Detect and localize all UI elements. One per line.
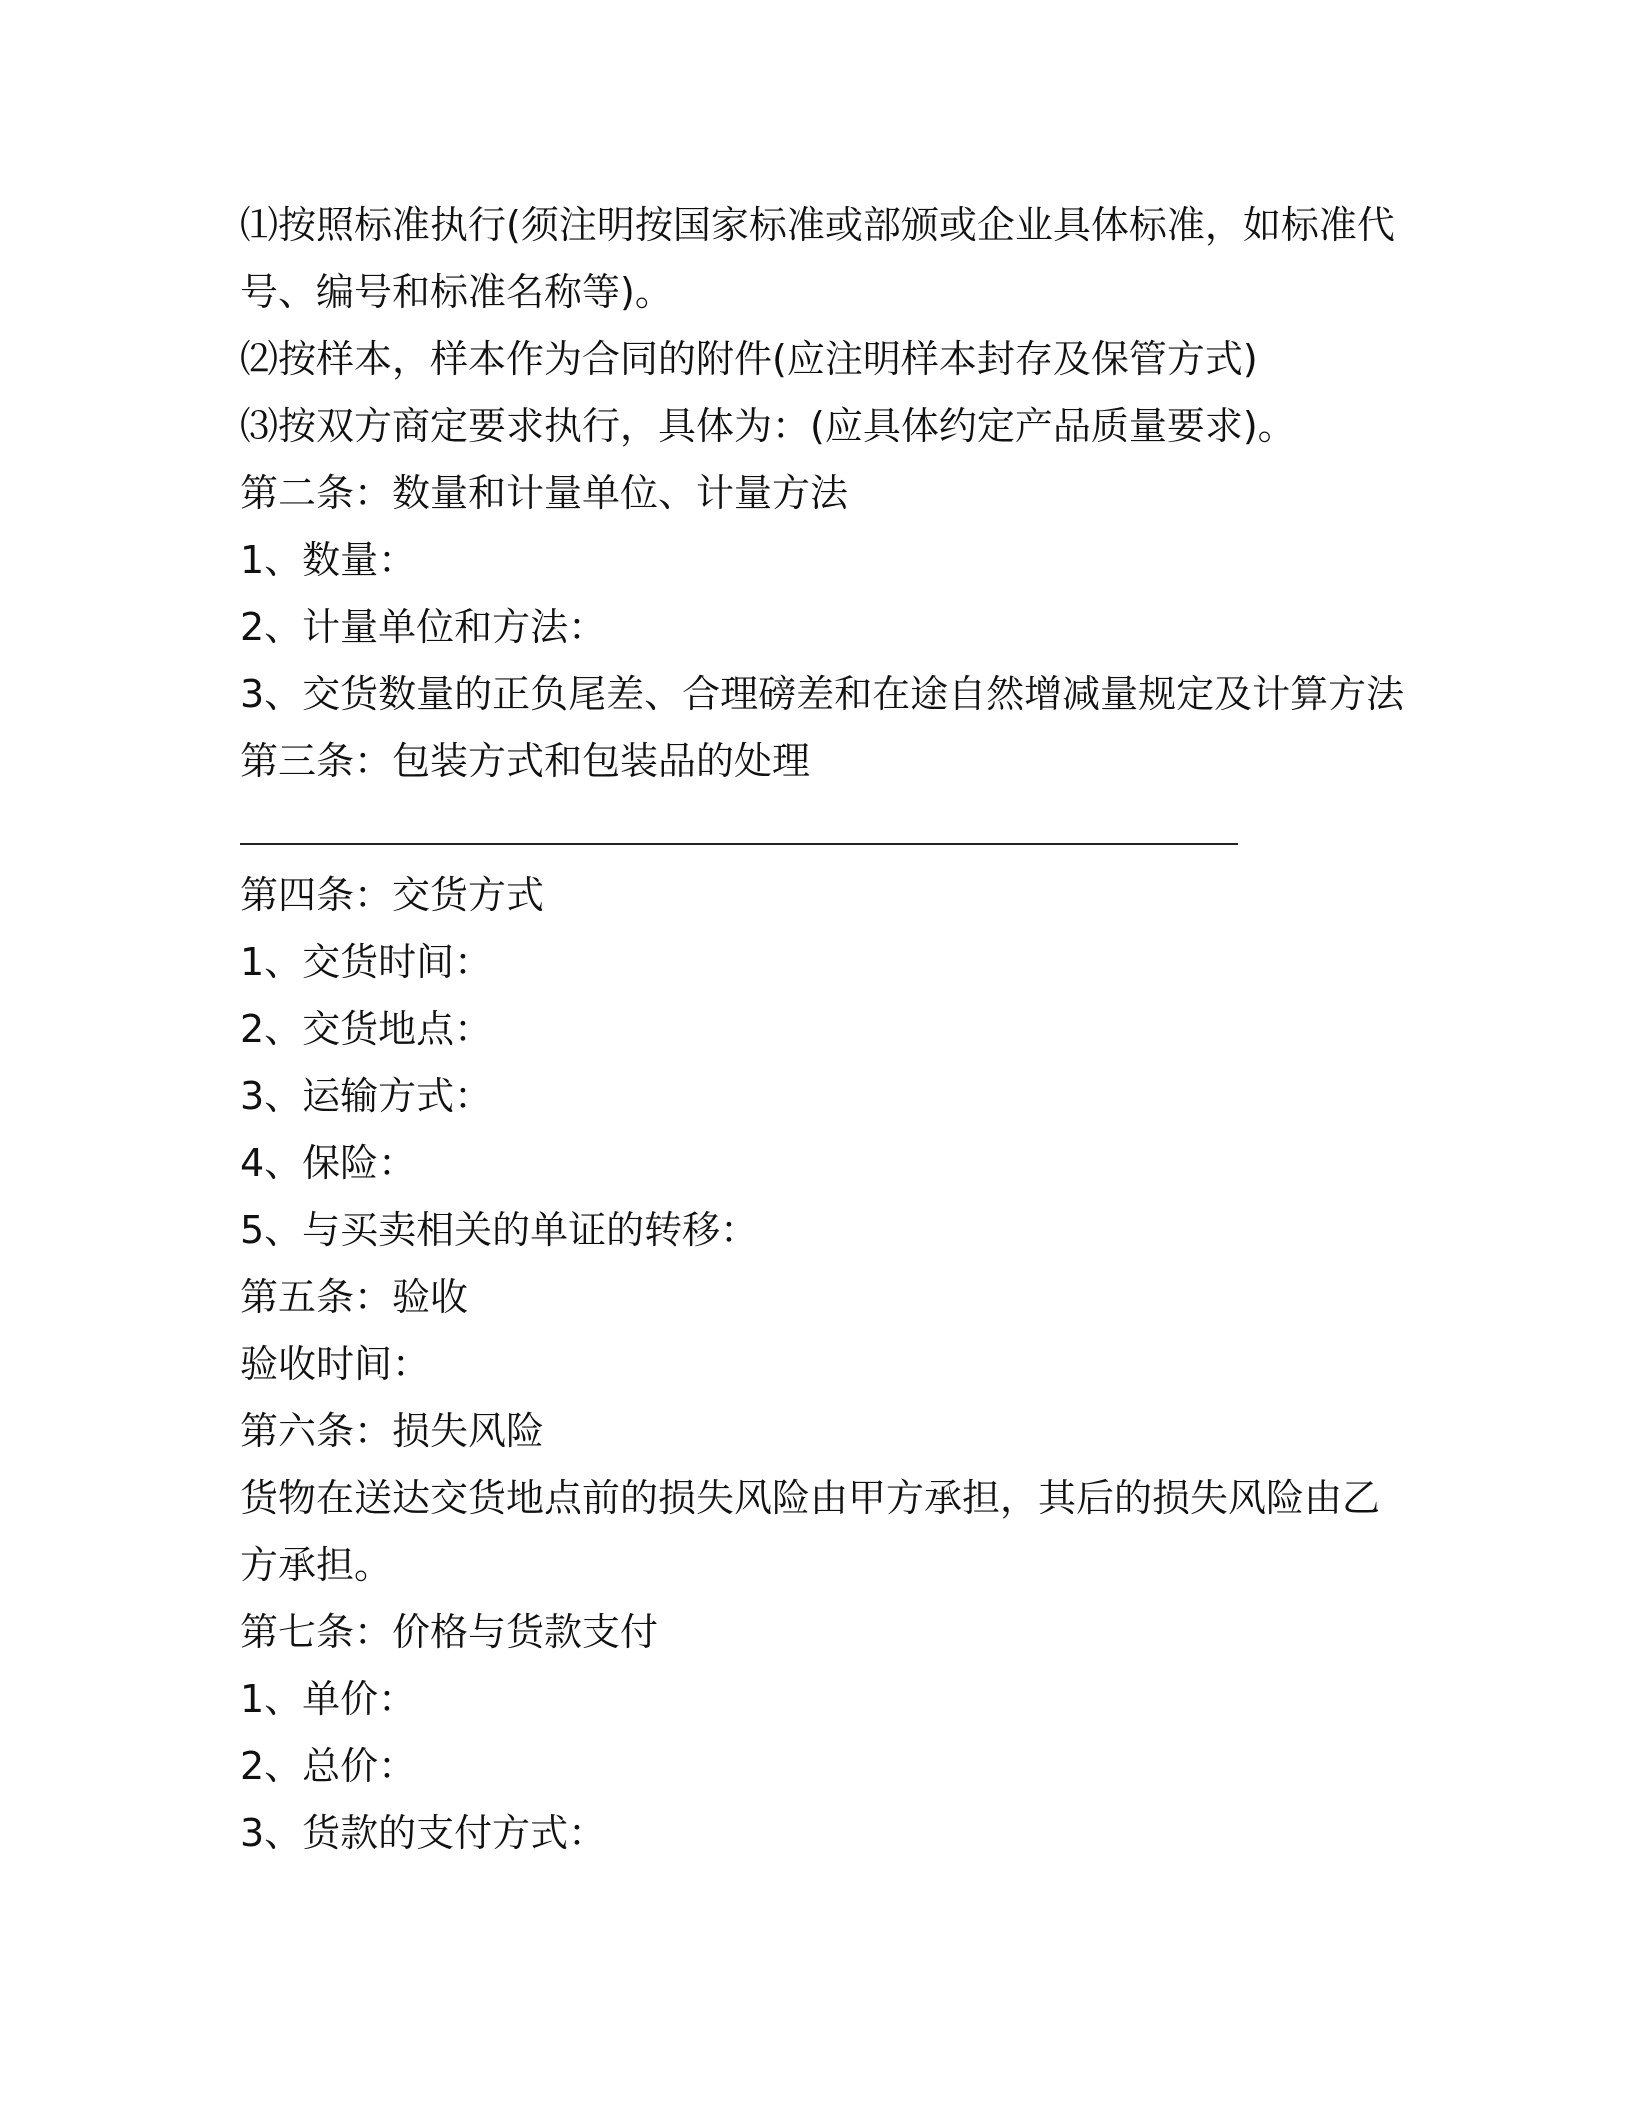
article-4-item-5: 5、与买卖相关的单证的转移：: [240, 1208, 759, 1252]
article-6-heading: 第六条：损失风险: [240, 1409, 545, 1453]
article-4-item-4: 4、保险：: [240, 1141, 417, 1185]
article-7-item-2: 2、总价：: [240, 1744, 417, 1788]
article-4-heading: 第四条：交货方式: [240, 873, 545, 917]
clause-quality-agreed: ⑶按双方商定要求执行，具体为：(应具体约定产品质量要求)。: [240, 404, 1296, 448]
article-2-item-3: 3、交货数量的正负尾差、合理磅差和在途自然增减量规定及计算方法: [240, 672, 1405, 716]
article-6-text-line-2: 方承担。: [240, 1543, 393, 1587]
article-4-item-3: 3、运输方式：: [240, 1074, 493, 1118]
document-page: [240, 192, 1405, 1867]
article-7-item-3: 3、货款的支付方式：: [240, 1811, 607, 1855]
article-4-item-2: 2、交货地点：: [240, 1007, 493, 1051]
article-2-heading: 第二条：数量和计量单位、计量方法: [240, 471, 849, 515]
article-7-heading: 第七条：价格与货款支付: [240, 1610, 659, 1654]
blank-fill-line: [240, 795, 1390, 862]
article-2-item-2: 2、计量单位和方法：: [240, 605, 607, 649]
article-2-item-1: 1、数量：: [240, 538, 417, 582]
article-4-item-1: 1、交货时间：: [240, 940, 493, 984]
clause-quality-standard-line-1: ⑴按照标准执行(须注明按国家标准或部颁或企业具体标准，如标准代: [240, 203, 1395, 247]
article-6-text-line-1: 货物在送达交货地点前的损失风险由甲方承担，其后的损失风险由乙: [240, 1476, 1381, 1520]
article-7-item-1: 1、单价：: [240, 1677, 417, 1721]
clause-quality-standard-line-2: 号、编号和标准名称等)。: [240, 270, 673, 314]
article-3-heading: 第三条：包装方式和包装品的处理: [240, 739, 811, 783]
article-5-acceptance-time: 验收时间：: [240, 1342, 431, 1386]
clause-quality-sample: ⑵按样本，样本作为合同的附件(应注明样本封存及保管方式): [240, 337, 1258, 381]
article-5-heading: 第五条：验收: [240, 1275, 469, 1319]
